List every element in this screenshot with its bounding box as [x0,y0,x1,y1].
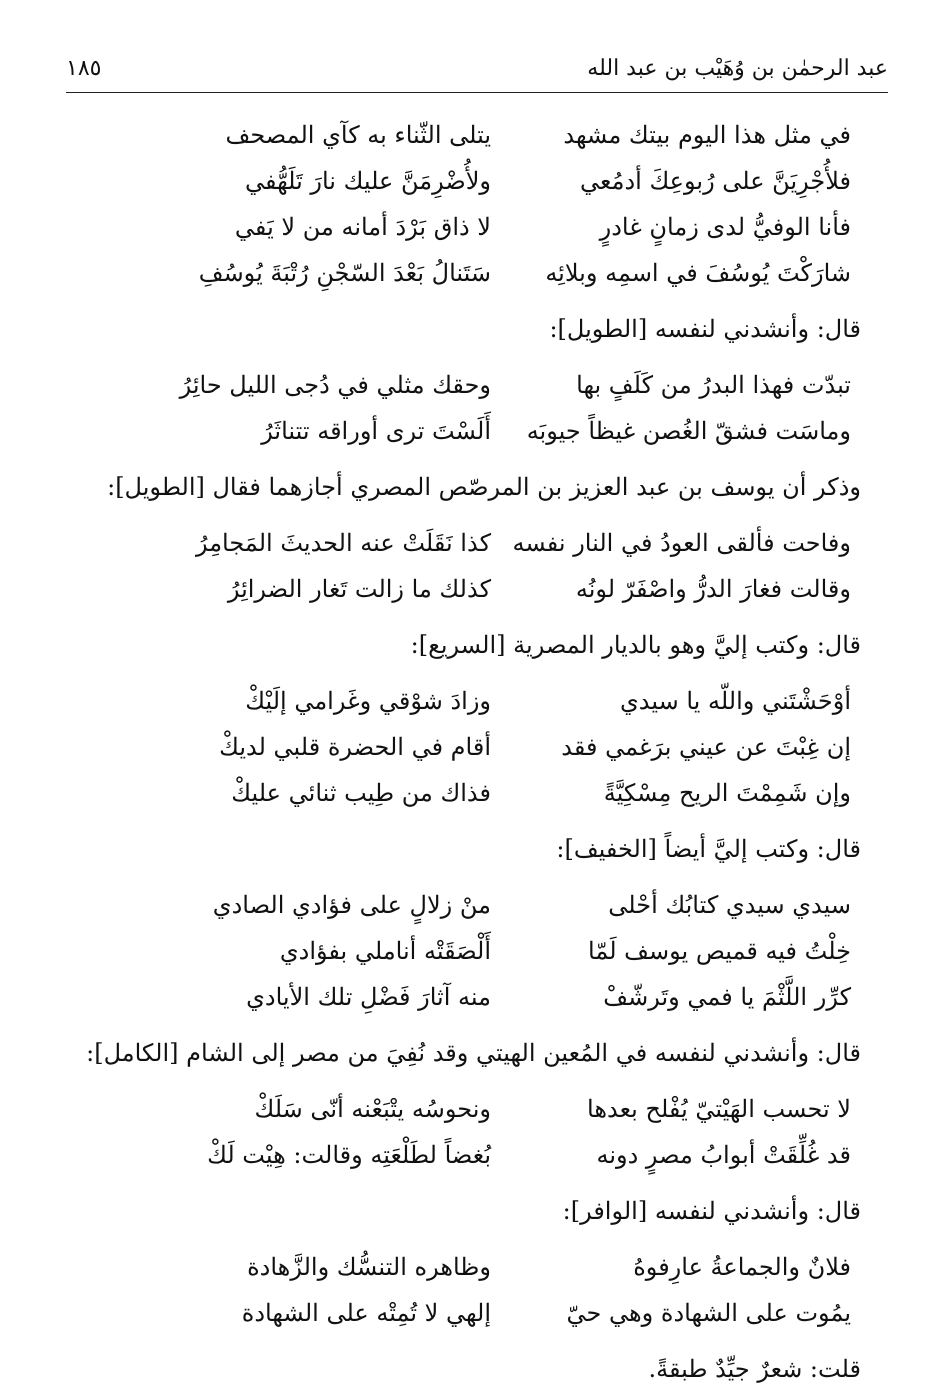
spacer [90,1020,861,1030]
verse-line [90,362,861,408]
spacer [90,1234,861,1244]
verse-line [90,1086,861,1132]
second-hemistich: منه آثارَ فَضْلِ تلك الأيادي [246,983,491,1011]
prose-line: قال: وأنشدني لنفسه [الوافر]: [562,1197,861,1225]
second-hemistich: وظاهره التنسُّك والزَّهادة [247,1253,491,1281]
verse-line [90,1132,861,1178]
second-hemistich: وزادَ شوْقي وغَرامي إلَيْكْ [245,687,491,715]
second-hemistich: أقام في الحضرة قلبي لديكْ [219,733,491,761]
prose-line: قال: وكتب إليَّ أيضاً [الخفيف]: [556,835,861,863]
second-hemistich: يتلى الثّناء به كآي المصحف [225,121,491,149]
second-hemistich: سَتَنالُ بَعْدَ السّجْنِ رُتْبَةَ يُوسُفِ [198,259,491,287]
second-hemistich: أَلَسْتَ ترى أوراقه تتناثَرُ [261,417,491,445]
verse-line [90,928,861,974]
verse-line [90,250,861,296]
verse-line [90,204,861,250]
verse-line [90,770,861,816]
prose-line: قلت: شعرٌ جيِّدٌ طبقةً. [648,1355,861,1383]
verse-line [90,408,861,454]
page-number: ١٨٥ [66,56,102,81]
first-hemistich: وقالت فغارَ الدرُّ واصْفَرّ لونُه [575,575,851,603]
second-hemistich: وحقك مثلي في دُجى الليل حائِرُ [179,371,491,399]
first-hemistich: فأنا الوفيُّ لدى زمانٍ غادرٍ [599,213,851,241]
spacer [90,1336,861,1346]
first-hemistich: تبدّت فهذا البدرُ من كَلَفٍ بها [576,371,851,399]
first-hemistich: وإن شَمِمْتَ الريح مِسْكِيَّةً [603,779,851,807]
page-header [66,52,888,92]
second-hemistich: إلهي لا تُمِتْه على الشهادة [241,1299,491,1327]
spacer [90,1076,861,1086]
first-hemistich: وفاحت فألقى العودُ في النار نفسه [512,529,851,557]
second-hemistich: بُغضاً لطَلْعَتِه وقالت: هِيْت لَكْ [207,1141,491,1169]
verse-line [90,724,861,770]
first-hemistich: لا تحسب الهَيْتيّ يُفْلح بعدها [587,1095,851,1123]
prose-line: قال: وأنشدني لنفسه في المُعين الهيتي وقد نُفِيَ من مصر إلى الشام [الكامل]: [86,1039,861,1067]
second-hemistich: كذا نَقَلَتْ عنه الحديثَ المَجامِرُ [195,529,491,557]
prose-line: وذكر أن يوسف بن عبد العزيز بن المرصّص المصري أجازهما فقال [الطويل]: [107,473,861,501]
first-hemistich: كرِّر اللَّثْمَ يا فمي وتَرشّفْ [603,983,851,1011]
spacer [90,668,861,678]
first-hemistich: فلانٌ والجماعةُ عارِفوهُ [633,1253,851,1281]
verse-line [90,520,861,566]
second-hemistich: ولأُضْرِمَنَّ عليك نارَ تَلَهُّفي [244,167,491,195]
verse-line [90,882,861,928]
spacer [90,872,861,882]
first-hemistich: سيدي سيدي كتابُك أحْلى [608,891,851,919]
first-hemistich: قد غُلِّقَتْ أبوابُ مصرٍ دونه [596,1141,851,1169]
second-hemistich: كذلك ما زالت تَغار الضرائِرُ [227,575,491,603]
page-body [86,112,861,1392]
second-hemistich: أَلْصَقَتْه أناملي بفؤادي [279,937,491,965]
second-hemistich: لا ذاق بَرْدَ أمانه من لا يَفي [234,213,491,241]
first-hemistich: فلأُجْرِيَنَّ على رُبوعِكَ أدمُعي [580,167,851,195]
header-rule [66,92,888,93]
verse-line [90,974,861,1020]
verse-line [90,1290,861,1336]
first-hemistich: وماسَت فشقّ الغُصن غيظاً جيوبَه [526,417,851,445]
spacer [90,352,861,362]
first-hemistich: يمُوت على الشهادة وهي حيّ [566,1299,851,1327]
spacer [90,612,861,622]
verse-line [90,158,861,204]
second-hemistich: فذاك من طِيب ثنائي عليكْ [231,779,491,807]
second-hemistich: ونحوسُه يتْبَعْنه أنّى سَلَكْ [254,1095,491,1123]
spacer [90,510,861,520]
spacer [90,296,861,306]
spacer [90,1178,861,1188]
first-hemistich: خِلْتُ فيه قميص يوسف لَمّا [588,937,851,965]
spacer [90,454,861,464]
first-hemistich: أوْحَشْتَني واللّه يا سيدي [620,687,851,715]
first-hemistich: إن غِبْتَ عن عيني برَغمي فقد [561,733,851,761]
prose-line: قال: وكتب إليَّ وهو بالديار المصرية [السريع]: [410,631,861,659]
verse-line [90,678,861,724]
running-head: عبد الرحمٰن بن وُهَيْب بن عبد الله [587,56,888,81]
first-hemistich: شارَكْتَ يُوسُفَ في اسمِه وبلائِه [545,259,851,287]
first-hemistich: في مثل هذا اليوم بيتك مشهد [563,121,851,149]
second-hemistich: منْ زلالٍ على فؤادي الصادي [212,891,491,919]
verse-line [90,112,861,158]
verse-line [90,1244,861,1290]
verse-line [90,566,861,612]
spacer [90,816,861,826]
prose-line: قال: وأنشدني لنفسه [الطويل]: [549,315,861,343]
